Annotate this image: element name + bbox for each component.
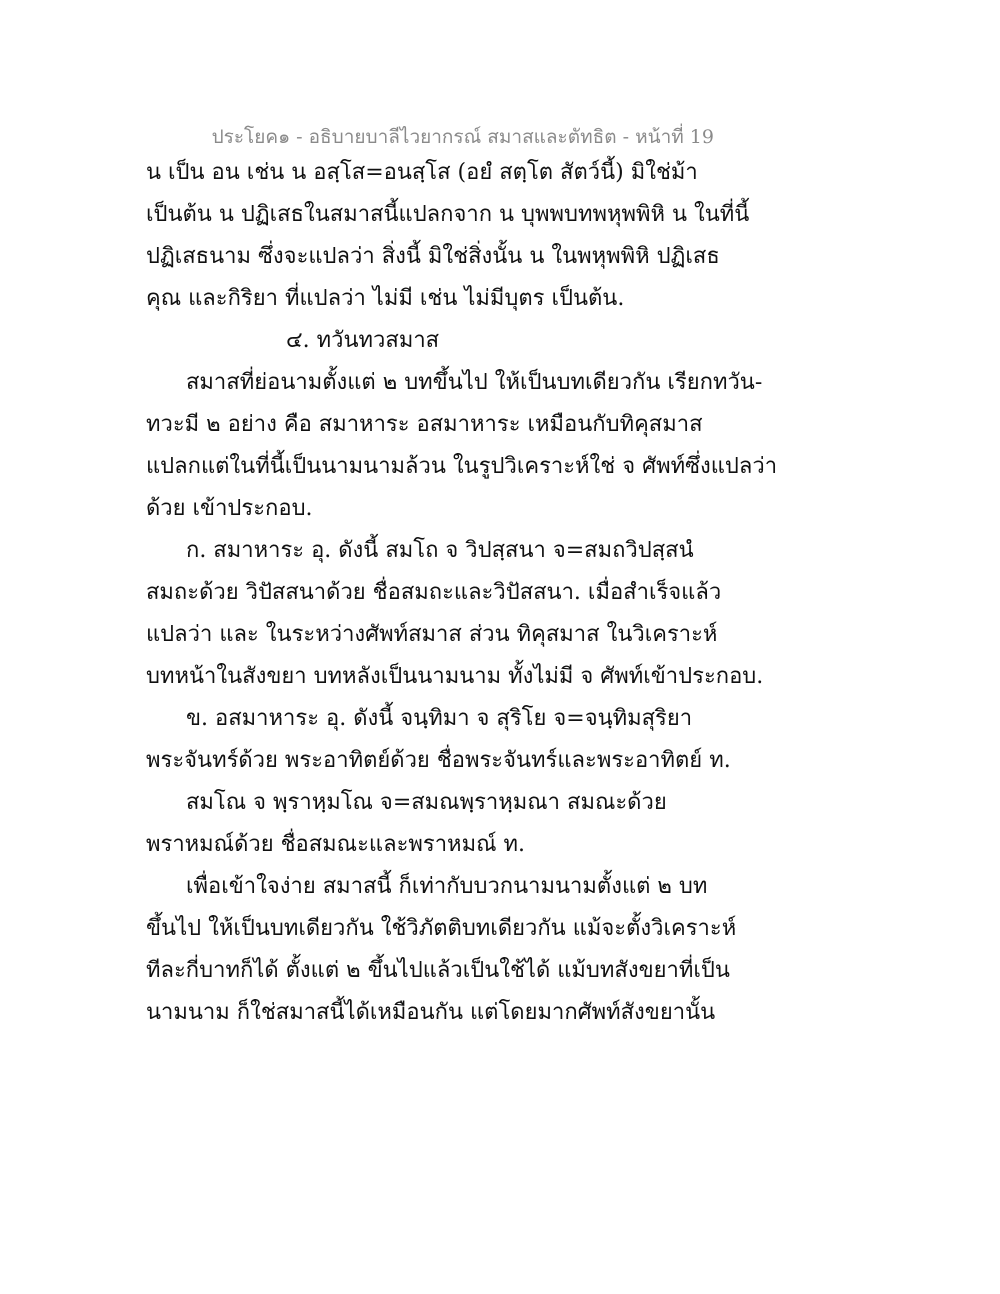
text-line: ข. อสมาหาระ อุ. ดังนี้ จนฺทิมา จ สุริโย จ=จนฺทิมสุริยา: [186, 706, 693, 731]
text-line: ปฏิเสธนาม ซึ่งจะแปลว่า สิ่งนี้ มิใช่สิ่งนั้น น ในพหุพพิหิ ปฏิเสธ: [146, 244, 720, 269]
paragraph-asamahara: [146, 698, 731, 782]
paragraph-definition: [146, 362, 778, 530]
text-line: เป็นต้น น ปฏิเสธในสมาสนี้แปลกจาก น บุพพบทพหุพพิหิ น ในที่นี้: [146, 202, 750, 227]
text-line: พราหมณ์ด้วย ชื่อสมณะและพราหมณ์ ท.: [146, 832, 525, 857]
text-line: ทวะมี ๒ อย่าง คือ สมาหาระ อสมาหาระ เหมือนกับทิคุสมาส: [146, 412, 703, 437]
text-line: ด้วย เข้าประกอบ.: [146, 496, 313, 521]
text-line: บทหน้าในสังขยา บทหลังเป็นนามนาม ทั้งไม่มี จ ศัพท์เข้าประกอบ.: [146, 664, 764, 689]
text-line: สมาสที่ย่อนามตั้งแต่ ๒ บทขึ้นไป ให้เป็นบทเดียวกัน เรียกทวัน-: [186, 370, 763, 395]
text-line: ก. สมาหาระ อุ. ดังนี้ สมโถ จ วิปสฺสนา จ=สมถวิปสฺสนํ: [186, 538, 694, 563]
text-line: สมโณ จ พฺราหฺมโณ จ=สมณพฺราหฺมณา สมณะด้วย: [186, 790, 667, 815]
text-line: แปลว่า และ ในระหว่างศัพท์สมาส ส่วน ทิคุสมาส ในวิเคราะห์: [146, 622, 718, 647]
text-line: คุณ และกิริยา ที่แปลว่า ไม่มี เช่น ไม่มีบุตร เป็นต้น.: [146, 286, 625, 311]
text-line: สมถะด้วย วิปัสสนาด้วย ชื่อสมถะและวิปัสสนา. เมื่อสำเร็จแล้ว: [146, 580, 722, 605]
body-text: [146, 152, 778, 1034]
text-line: ขึ้นไป ให้เป็นบทเดียวกัน ใช้วิภัตติบทเดียวกัน แม้จะตั้งวิเคราะห์: [146, 916, 737, 941]
running-header: ประโยค๑ - อธิบายบาลีไวยากรณ์ สมาสและตัทธิต - หน้าที่ 19: [211, 126, 714, 148]
section-title: ๔. ทวันทวสมาส: [286, 328, 440, 353]
paragraph-summary: [146, 866, 737, 1034]
paragraph-example: [146, 782, 706, 866]
paragraph-samahara: [146, 530, 764, 698]
section-heading: [146, 320, 706, 362]
text-line: พระจันทร์ด้วย พระอาทิตย์ด้วย ชื่อพระจันทร์และพระอาทิตย์ ท.: [146, 748, 731, 773]
text-line: ทีละกี่บาทก็ได้ ตั้งแต่ ๒ ขึ้นไปแล้วเป็นใช้ได้ แม้บทสังขยาที่เป็น: [146, 958, 730, 983]
text-line: เพื่อเข้าใจง่าย สมาสนี้ ก็เท่ากับบวกนามนามตั้งแต่ ๒ บท: [186, 874, 708, 899]
text-line: นามนาม ก็ใช่สมาสนี้ได้เหมือนกัน แต่โดยมากศัพท์สังขยานั้น: [146, 1000, 716, 1025]
paragraph-continuation: [146, 152, 750, 320]
text-line: น เป็น อน เช่น น อสฺโส=อนสฺโส (อยํ สตฺโต สัตว์นี้) มิใช่ม้า: [146, 160, 698, 185]
text-line: แปลกแต่ในที่นี้เป็นนามนามล้วน ในรูปวิเคราะห์ใช่ จ ศัพท์ซึ่งแปลว่า: [146, 454, 778, 479]
